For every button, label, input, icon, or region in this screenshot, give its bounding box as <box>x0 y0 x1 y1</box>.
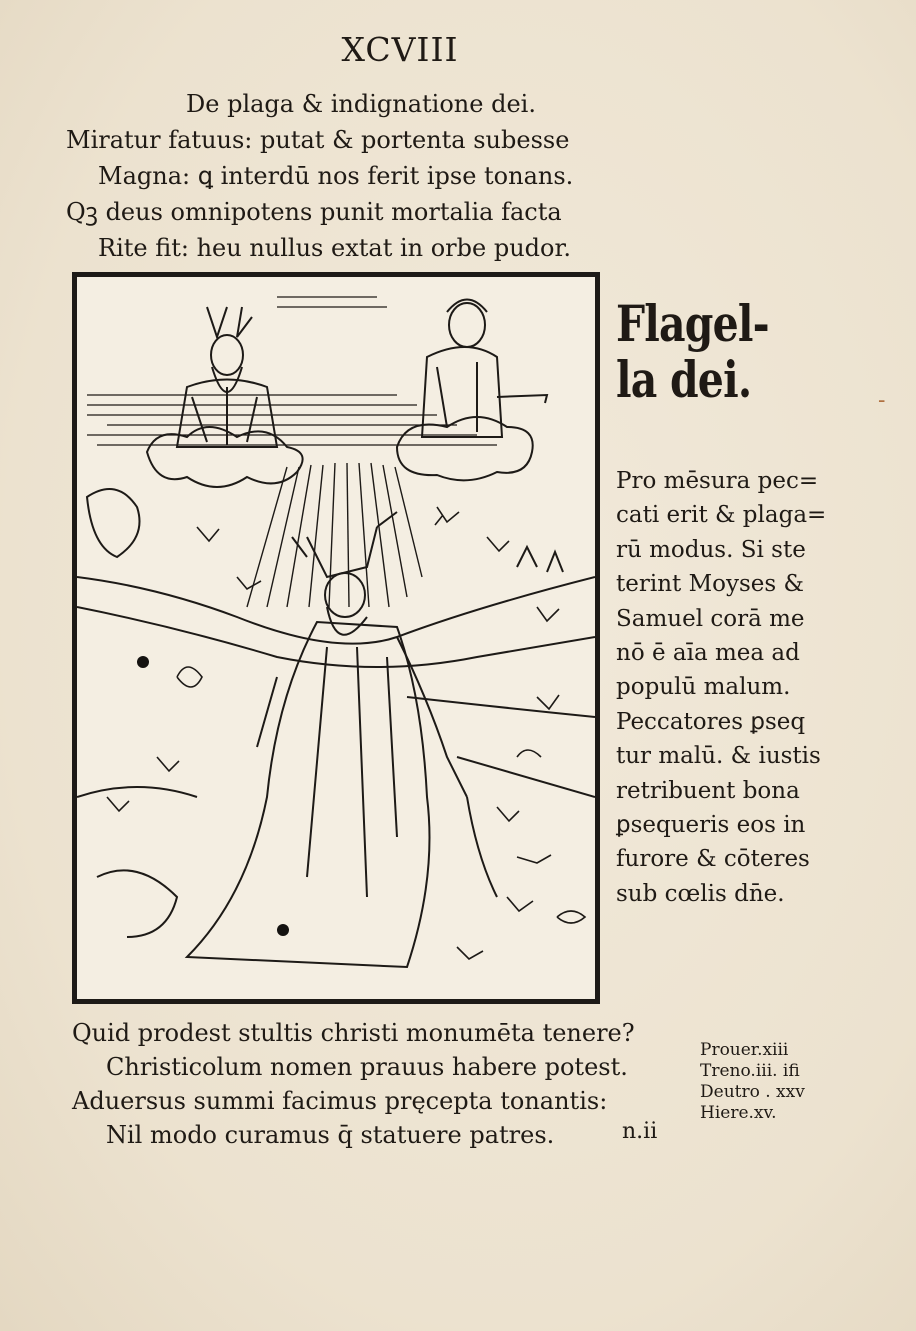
woodcut-drawing <box>77 277 595 999</box>
quote-line: populū malum. <box>616 674 791 701</box>
quote-line: Samuel corā me <box>616 605 805 632</box>
quote-line: rū modus. Si ste <box>616 536 806 563</box>
worm-hole <box>277 924 289 936</box>
rubric-heading <box>616 296 769 408</box>
sky-hatching <box>87 297 497 445</box>
signature-mark: n.ii <box>622 1119 658 1144</box>
chapter-title: De plaga & indignatione dei. <box>186 90 536 118</box>
verse-line-4: Rite fit: heu nullus extat in orbe pudor. <box>98 234 571 262</box>
god-figure <box>177 307 277 447</box>
quote-line: sub cœlis dn̄e. <box>616 880 785 907</box>
christ-figure <box>422 300 547 438</box>
quote-line: furore & cōteres <box>616 846 810 873</box>
folio-number: XCVIII <box>341 30 459 69</box>
landscape <box>77 489 595 797</box>
plague-creatures <box>107 507 585 959</box>
biblical-quotation <box>616 464 826 911</box>
rubric-line: Flagel- <box>616 294 769 353</box>
closing-verse-4: Nil modo curamus q̄ statuere patres. <box>106 1121 555 1149</box>
verse-line-1: Miratur fatuus: putat & portenta subesse <box>66 126 570 154</box>
closing-verse-3: Aduersus summi facimus pręcepta tonantis: <box>72 1087 608 1115</box>
closing-verse-2: Christicolum nomen prauus habere potest. <box>106 1053 628 1081</box>
woodcut-illustration <box>72 272 600 1004</box>
verse-line-3: Qꝫ deus omnipotens punit mortalia facta <box>66 198 562 226</box>
quote-line: cati erit & plaga= <box>616 502 827 529</box>
margin-ref: Treno.iii. ifi <box>700 1061 800 1081</box>
quote-line: retribuent bona <box>616 777 800 804</box>
cloud-left <box>147 427 303 487</box>
quote-line: tur malū. & iustis <box>616 743 821 770</box>
margin-ref: Prouer.xiii <box>700 1040 789 1060</box>
quote-line: Peccatores ꝑseq <box>616 708 806 735</box>
rubric-line: la dei. <box>616 350 752 409</box>
closing-verse-1: Quid prodest stultis christi monumēta tenere? <box>72 1019 635 1047</box>
quote-line: ꝑsequeris eos in <box>616 812 806 839</box>
verse-line-2: Magna: ꝗ interdū nos ferit ipse tonans. <box>98 162 574 190</box>
kneeling-figure <box>97 512 497 967</box>
marginal-references <box>700 1040 805 1124</box>
quote-line: Pro mēsura pec= <box>616 468 819 494</box>
margin-ref: Deutro . xxv <box>700 1082 805 1102</box>
plague-rays <box>247 463 422 607</box>
worm-hole <box>137 656 149 668</box>
cloud-right <box>397 417 533 480</box>
quote-line: nō ē aīa mea ad <box>616 640 800 667</box>
quote-line: terint Moyses & <box>616 571 804 598</box>
margin-ref: Hiere.xv. <box>700 1103 777 1123</box>
margin-ornament: - <box>878 388 886 413</box>
